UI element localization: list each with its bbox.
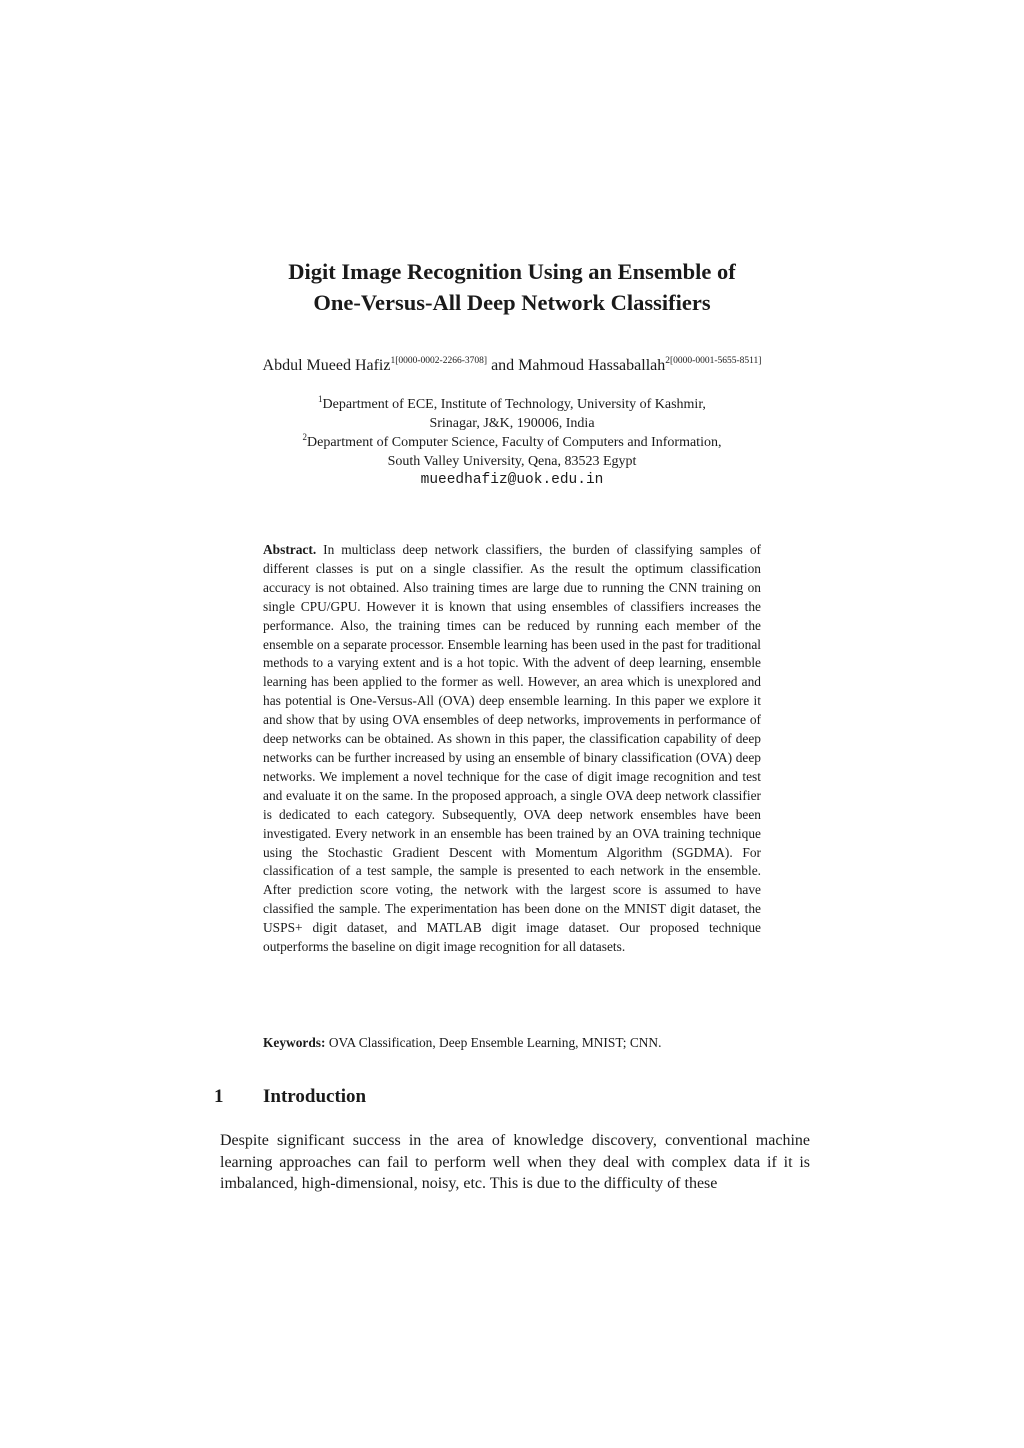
- affiliation-1-line-2: Srinagar, J&K, 190006, India: [429, 416, 595, 431]
- affiliation-1-marker: 1: [318, 394, 323, 404]
- keywords: [263, 1033, 761, 1052]
- section-number: 1: [214, 1086, 224, 1107]
- affiliations: [0, 395, 1024, 490]
- author-2-name: Mahmoud Hassaballah: [518, 357, 666, 374]
- abstract-text: In multiclass deep network classifiers, the burden of classifying samples of different classes is put on a single classifier. As the result the optimum classification accuracy is not obtained. Also training times are large due to running the CNN training on single CPU/GPU. However it is known that using ensembles of classifiers increases the performance. Also, the training times can be reduced by running each member of the ensemble on a separate processor. Ensemble learning has been used in the past for traditional methods to a varying extent and is a hot topic. With the advent of deep learning, ensemble learning has been applied to the former as well. However, an area which is unexplored and has potential is One-Versus-All (OVA) deep ensemble learning. In this paper we explore it and show that by using OVA ensembles of deep networks, improvements in performance of deep networks can be obtained. As shown in this paper, the classification capability of deep networks can be further increased by using an ensemble of binary classification (OVA) deep networks. We implement a novel technique for the case of digit image recognition and test and evaluate it on the same. In the proposed approach, a single OVA deep network classifier is dedicated to each category. Subsequently, OVA deep network ensembles have been investigated. Every network in an ensemble has been trained by an OVA training technique using the Stochastic Gradient Descent with Momentum Algorithm (SGDMA). For classification of a test sample, the sample is presented to each network in the ensemble. After prediction score voting, the network with the largest score is assumed to have classified the sample. The experimentation has been done on the MNIST digit dataset, the USPS+ digit dataset, and MATLAB digit image dataset. Our proposed technique outperforms the baseline on digit image recognition for all datasets.: [263, 542, 761, 955]
- section-title: Introduction: [263, 1086, 367, 1107]
- affiliation-2-line-2: South Valley University, Qena, 83523 Egypt: [387, 454, 637, 469]
- paper-title: [0, 256, 1024, 318]
- affiliation-1-text: Department of ECE, Institute of Technology, University of Kashmir,: [322, 397, 706, 412]
- keywords-label: Keywords:: [263, 1035, 326, 1050]
- section-heading: [214, 1084, 366, 1110]
- keywords-text: OVA Classification, Deep Ensemble Learning, MNIST; CNN.: [325, 1035, 662, 1050]
- author-1-orcid: 1[0000-0002-2266-3708]: [390, 356, 488, 366]
- author-1-name: Abdul Mueed Hafiz: [262, 357, 391, 374]
- affiliation-2-marker: 2: [302, 432, 308, 442]
- title-line-1: Digit Image Recognition Using an Ensemble of: [288, 259, 736, 284]
- author-conjunction: and: [487, 357, 519, 374]
- intro-paragraph: Despite significant success in the area of knowledge discovery, conventional machine learning approaches can fail to perform well when they deal with complex data if it is imbalanced, high-dimensional, noisy, etc. This is due to the difficulty of these: [220, 1132, 810, 1192]
- author-email[interactable]: mueedhafiz@uok.edu.in: [420, 472, 604, 488]
- author-list: [0, 355, 1024, 377]
- title-line-2: One-Versus-All Deep Network Classifiers: [313, 290, 711, 315]
- affiliation-2-text: Department of Computer Science, Faculty of Computers and Information,: [307, 435, 722, 450]
- affiliation-1-line-1: [0, 395, 1024, 414]
- abstract-label: Abstract.: [263, 542, 317, 557]
- author-2-orcid: 2[0000-0001-5655-8511]: [665, 356, 762, 366]
- abstract: [263, 541, 761, 957]
- affiliation-2-line-1: [0, 433, 1024, 452]
